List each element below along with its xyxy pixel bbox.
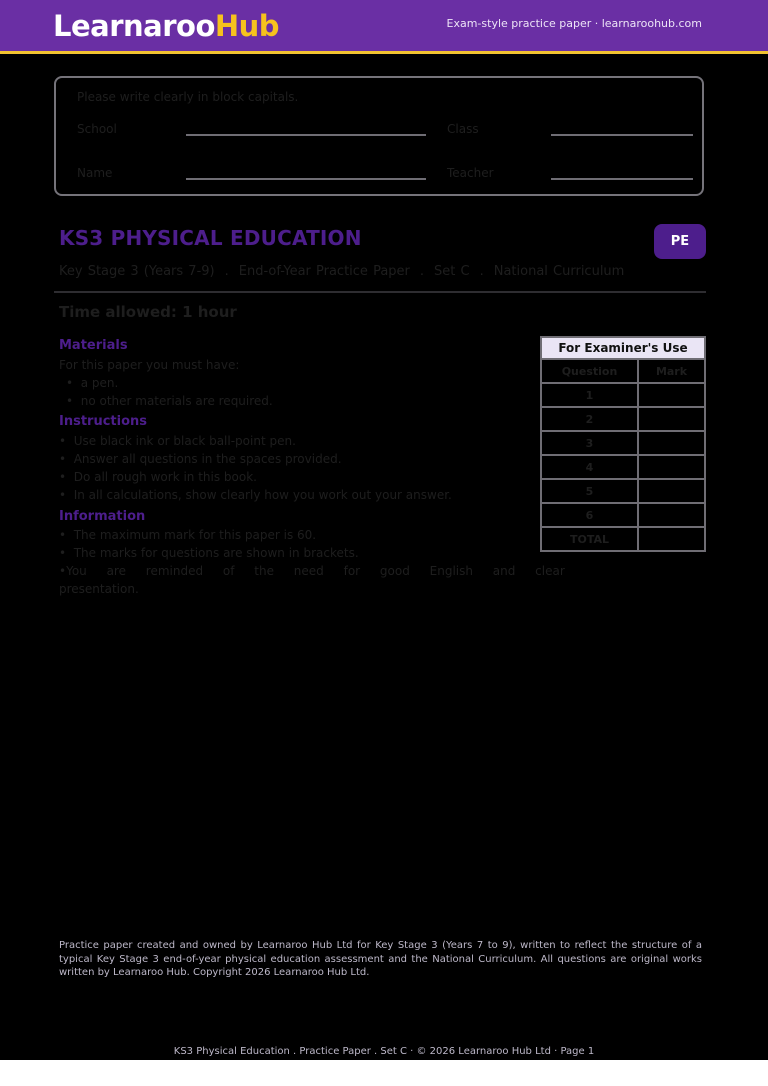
class-label: Class: [447, 122, 479, 136]
school-field[interactable]: [186, 134, 426, 136]
page-footer: KS3 Physical Education . Practice Paper . Set C · © 2026 Learnaroo Hub Ltd · Page 1: [173, 1046, 595, 1057]
information-item-text: You are reminded of the need for good English and clear: [66, 564, 565, 578]
list-item: [59, 564, 565, 578]
materials-item-text: a pen.: [80, 376, 119, 390]
list-item: • The marks for questions are shown in brackets.: [59, 546, 359, 560]
candidate-details-box: [54, 76, 704, 196]
list-item: • Do all rough work in this book.: [59, 470, 257, 484]
total-label: TOTAL: [541, 527, 638, 551]
mark-cell[interactable]: [638, 503, 705, 527]
examiner-use-table: [540, 336, 706, 552]
bullet-glyph: •: [59, 564, 67, 578]
teacher-field[interactable]: [551, 178, 693, 180]
question-number: 3: [541, 431, 638, 455]
materials-intro: For this paper you must have:: [59, 358, 240, 372]
table-row: [541, 527, 705, 551]
examiner-table-caption: For Examiner's Use: [541, 337, 705, 359]
class-field[interactable]: [551, 134, 693, 136]
question-number: 5: [541, 479, 638, 503]
subject-badge: PE: [654, 224, 706, 259]
logo-text-learnaroo: Learnaroo: [53, 9, 215, 43]
question-number: 1: [541, 383, 638, 407]
paper-title: KS3 PHYSICAL EDUCATION: [59, 226, 362, 250]
materials-item-text: no other materials are required.: [80, 394, 273, 408]
list-item: • no other materials are required.: [66, 394, 273, 408]
question-number: 2: [541, 407, 638, 431]
subtitle-set: Set C: [434, 264, 470, 279]
question-number: 6: [541, 503, 638, 527]
list-item: • Use black ink or black ball-point pen.: [59, 434, 296, 448]
instructions-item-text: Answer all questions in the spaces provided.: [73, 452, 342, 466]
information-item-text: The maximum mark for this paper is 60.: [73, 528, 317, 542]
subtitle-paper-type: End-of-Year Practice Paper: [238, 264, 410, 279]
materials-heading: Materials: [59, 338, 128, 353]
table-row: [541, 455, 705, 479]
list-item: • a pen.: [66, 376, 119, 390]
name-field[interactable]: [186, 178, 426, 180]
mark-cell[interactable]: [638, 479, 705, 503]
column-header-mark: Mark: [638, 359, 705, 383]
subtitle-separator: .: [224, 264, 229, 279]
information-item-text: presentation.: [59, 582, 139, 596]
subtitle-separator: .: [419, 264, 425, 279]
information-heading: Information: [59, 509, 146, 524]
list-item: • Answer all questions in the spaces provided.: [59, 452, 342, 466]
name-label: Name: [77, 166, 113, 180]
copyright-notice: Practice paper created and owned by Learnaroo Hub Ltd for Key Stage 3 (Years 7 to 9), written to reflect the structure of a typical Key Stage 3 end-of-year physical education assessment and the National Curriculum. All questions are original works written by Learnaroo Hub. Copyright 2026 Learnaroo Hub Ltd.: [59, 940, 702, 978]
section-divider: [54, 291, 706, 293]
learnaroo-hub-logo[interactable]: [53, 6, 279, 46]
subtitle-curriculum: National Curriculum: [493, 264, 625, 279]
subtitle-separator: .: [479, 264, 484, 279]
mark-cell[interactable]: [638, 455, 705, 479]
table-row: [541, 383, 705, 407]
list-item-continuation: [59, 582, 139, 596]
table-row: [541, 407, 705, 431]
mark-cell[interactable]: [638, 383, 705, 407]
mark-cell[interactable]: [638, 407, 705, 431]
table-row: [541, 503, 705, 527]
logo-text-hub: Hub: [214, 9, 280, 43]
instructions-item-text: Use black ink or black ball-point pen.: [73, 434, 296, 448]
column-header-question: Question: [541, 359, 638, 383]
question-number: 4: [541, 455, 638, 479]
school-label: School: [77, 122, 117, 136]
table-row: [541, 431, 705, 455]
teacher-label: Teacher: [447, 166, 494, 180]
block-capitals-instruction: Please write clearly in block capitals.: [77, 90, 299, 104]
information-item-text: The marks for questions are shown in brackets.: [73, 546, 359, 560]
mark-cell[interactable]: [638, 431, 705, 455]
header-note: Exam-style practice paper · learnaroohub.com: [446, 17, 702, 30]
instructions-heading: Instructions: [59, 414, 148, 429]
subtitle-key-stage: Key Stage 3 (Years 7-9): [59, 264, 215, 279]
instructions-item-text: In all calculations, show clearly how you work out your answer.: [73, 488, 452, 502]
paper-subtitle: [59, 264, 624, 279]
list-item: • In all calculations, show clearly how you work out your answer.: [59, 488, 452, 502]
total-mark-cell[interactable]: [638, 527, 705, 551]
list-item: • The maximum mark for this paper is 60.: [59, 528, 317, 542]
table-row: [541, 479, 705, 503]
instructions-item-text: Do all rough work in this book.: [73, 470, 257, 484]
time-allowed: Time allowed: 1 hour: [59, 303, 237, 321]
page-bottom-margin: [0, 1060, 768, 1086]
site-header: [0, 0, 768, 54]
